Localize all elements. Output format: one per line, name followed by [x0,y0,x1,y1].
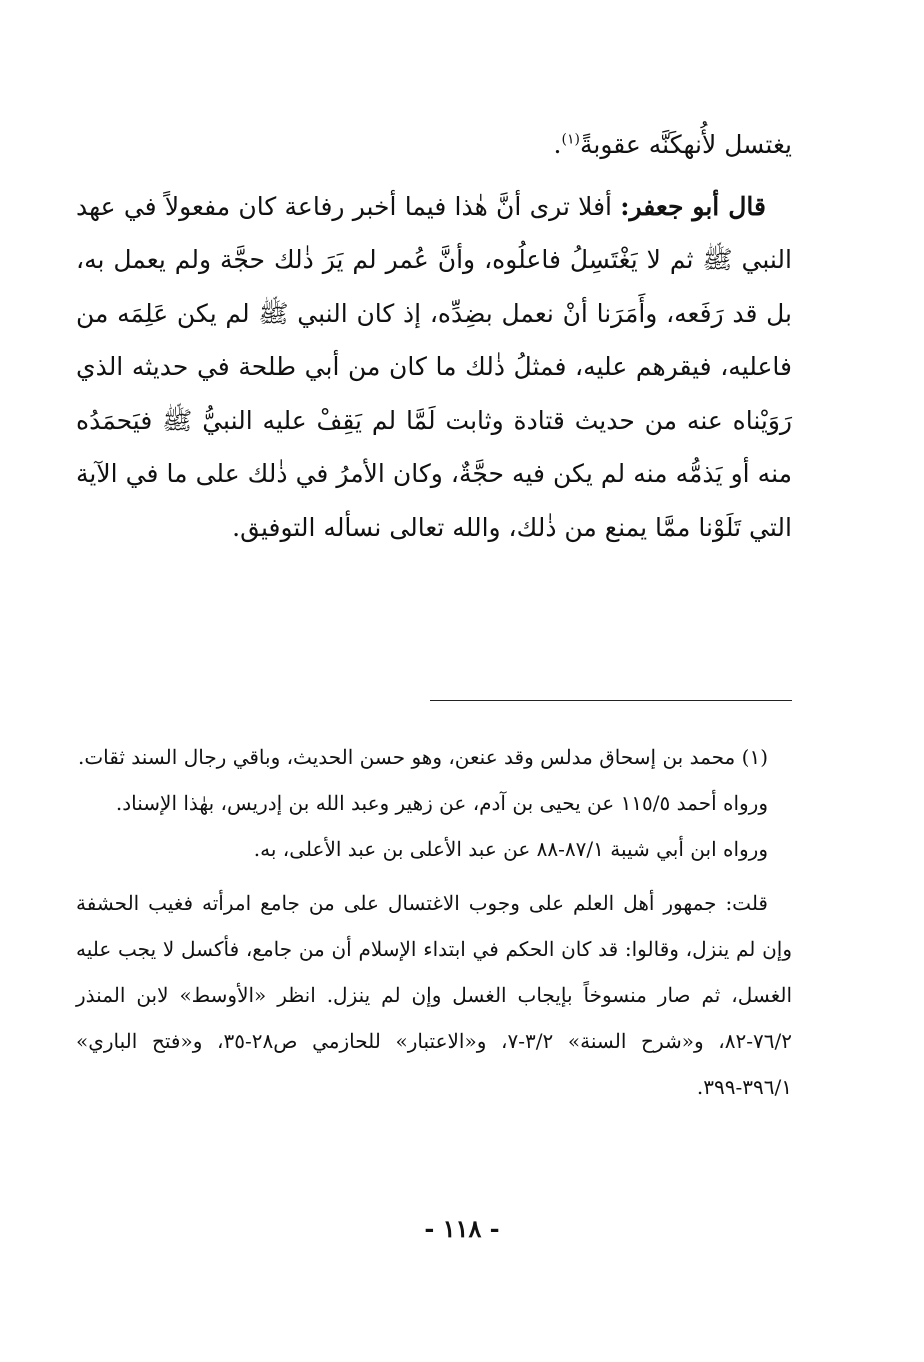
opening-end: . [553,130,562,159]
footnote-1: (١) محمد بن إسحاق مدلس وقد عنعن، وهو حسن الحديث، وباقي رجال السند ثقات. [77,745,768,769]
footnote-reference: (١) [561,131,580,148]
footnote-2: ورواه أحمد ١١٥/٥ عن يحيى بن آدم، عن زهير وعبد الله بن إدريس، بهٰذا الإسناد. [115,791,768,815]
main-text [76,118,792,554]
footnote-3: ورواه ابن أبي شيبة ٨٧/١-٨٨ عن عبد الأعلى بن عبد الأعلى، به. [253,837,768,861]
page-number: - ١١٨ - [424,1214,500,1243]
footnote-separator [430,700,792,701]
paragraph-text: أفلا ترى أنَّ هٰذا فيما أخبر رفاعة كان مفعولاً في عهد النبي ﷺ ثم لا يَغْتَسِلُ فاعلُوه، وأنَّ عُمر لم يَرَ ذٰلك حجَّة ولم يعمل به، بل قد رَفَعه، وأَمَرَنا أنْ نعمل بضِدِّه، إذ كان النبي ﷺ لم يكن عَلِمَه من فاعليه، فيقرهم عليه، فمثلُ ذٰلك ما كان من أبي طلحة في حديثه الذي رَوَيْناه عنه من حديث قتادة وثابت لَمَّا لم يَقِفْ عليه النبيُّ ﷺ فيَحمَدُه منه أو يَذمُّه منه لم يكن فيه حجَّةٌ، وكان الأمرُ في ذٰلك على ما في الآية التي تَلَوْنا ممَّا يمنع من ذٰلك، والله تعالى نسأله التوفيق. [76,191,792,542]
footnote-4: قلت: جمهور أهل العلم على وجوب الاغتسال على من جامع امرأته فغيب الحشفة وإن لم ينزل، وقالوا: قد كان الحكم في ابتداء الإسلام أن من جامع، فأكسل لا يجب عليه الغسل، ثم صار منسوخاً بإيجاب الغسل وإن لم ينزل. انظر «الأوسط» لابن المنذر ٧٦/٢-٨٢، و«شرح السنة» ٣/٢-٧، و«الاعتبار» للحازمي ص٢٨-٣٥، و«فتح الباري» ٣٩٦/١-٣٩٩. [76,891,792,1099]
opening-line [76,118,792,172]
speaker-label: قال أبو جعفر: [620,191,766,221]
footnotes [76,734,792,1110]
opening-text: يغتسل لأُنهكَنَّه عقوبةً [579,130,792,159]
main-paragraph [76,180,792,555]
